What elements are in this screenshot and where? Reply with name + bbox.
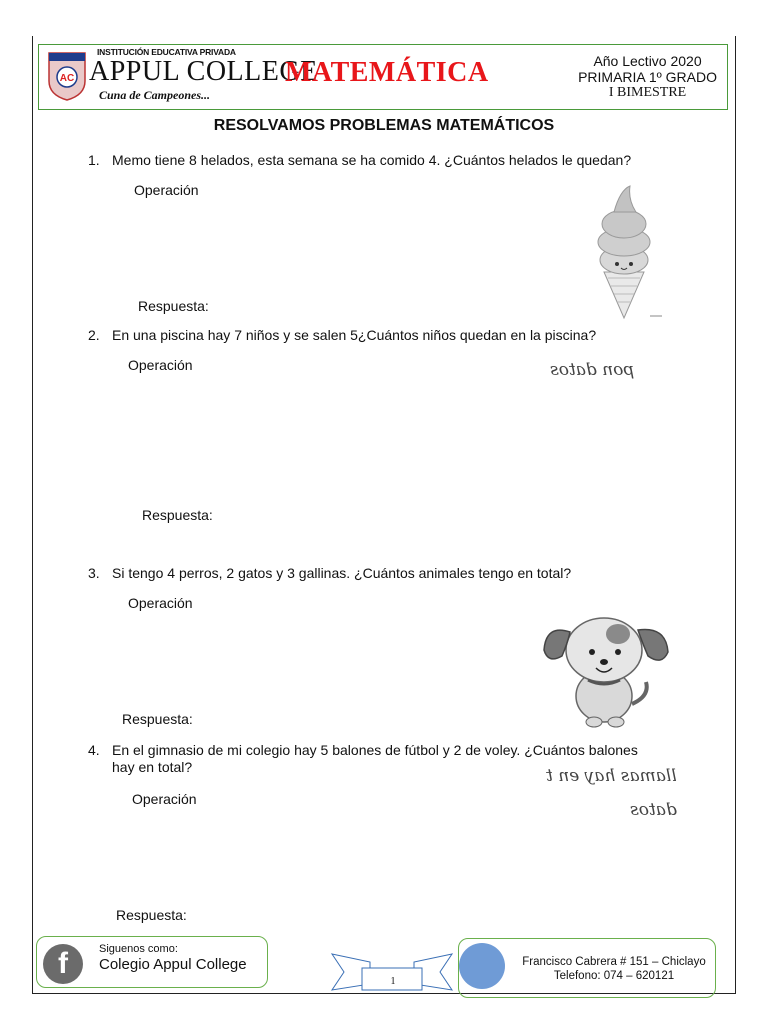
question-3 [88, 565, 571, 582]
answer-label: Respuesta: [122, 711, 193, 727]
question-text: Memo tiene 8 helados, esta semana se ha comido 4. ¿Cuántos helados le quedan? [112, 152, 632, 168]
question-text: Si tengo 4 perros, 2 gatos y 3 gallinas. ¿Cuántos animales tengo en total? [112, 565, 572, 581]
question-number: 3. [88, 565, 100, 581]
puppy-illustration [538, 600, 674, 730]
question-1 [88, 152, 631, 169]
question-4-line2: hay en total? [112, 759, 193, 775]
page-number: 1 [390, 976, 396, 987]
operation-label: Operación [128, 357, 193, 373]
phone-text: Telefono: 074 – 620121 [553, 970, 675, 982]
blue-circle-icon [459, 943, 505, 989]
handwritten-note: datos [630, 800, 677, 820]
answer-label: Respuesta: [138, 298, 209, 314]
college-motto: Cuna de Campeones... [99, 88, 211, 102]
question-number: 2. [88, 327, 100, 343]
question-number: 1. [88, 152, 100, 168]
address-text: Francisco Cabrera # 151 – Chiclayo [522, 956, 706, 968]
document-header [38, 44, 728, 110]
follow-label: Siguenos como: [99, 943, 178, 955]
page-border [32, 36, 736, 994]
social-footer [36, 936, 268, 988]
operation-label: Operación [134, 182, 199, 198]
operation-label: Operación [128, 595, 193, 611]
term-label: I BIMESTRE [608, 85, 687, 100]
college-name: APPUL COLLEGE [89, 56, 318, 87]
facebook-icon: f [43, 944, 83, 984]
worksheet-title: RESOLVAMOS PROBLEMAS MATEMÁTICOS [213, 117, 555, 134]
operation-label: Operación [132, 791, 197, 807]
contact-footer [458, 938, 716, 998]
institution-label: INSTITUCIÓN EDUCATIVA PRIVADA [97, 47, 236, 57]
handwritten-note: pon datos [550, 360, 635, 380]
school-year: Año Lectivo 2020 [593, 53, 702, 69]
grade-level: PRIMARIA 1º GRADO [578, 69, 717, 85]
question-text: En una piscina hay 7 niños y se salen 5¿Cuántos niños quedan en la piscina? [112, 327, 597, 343]
svg-text:AC: AC [59, 73, 75, 84]
answer-label: Respuesta: [116, 907, 187, 923]
subject-title: MATEMÁTICA [285, 57, 489, 88]
facebook-page-name: Colegio Appul College [99, 956, 247, 973]
question-number: 4. [88, 742, 100, 758]
question-text: En el gimnasio de mi colegio hay 5 balones de fútbol y 2 de voley. ¿Cuántos balones [112, 742, 638, 758]
answer-label: Respuesta: [142, 507, 213, 523]
ice-cream-illustration [584, 182, 664, 322]
college-logo [47, 51, 87, 101]
handwritten-note: llamas hay en t [546, 766, 677, 786]
question-4 [88, 742, 638, 759]
contact-info [511, 955, 717, 983]
year-info [578, 53, 717, 101]
question-2 [88, 327, 596, 344]
